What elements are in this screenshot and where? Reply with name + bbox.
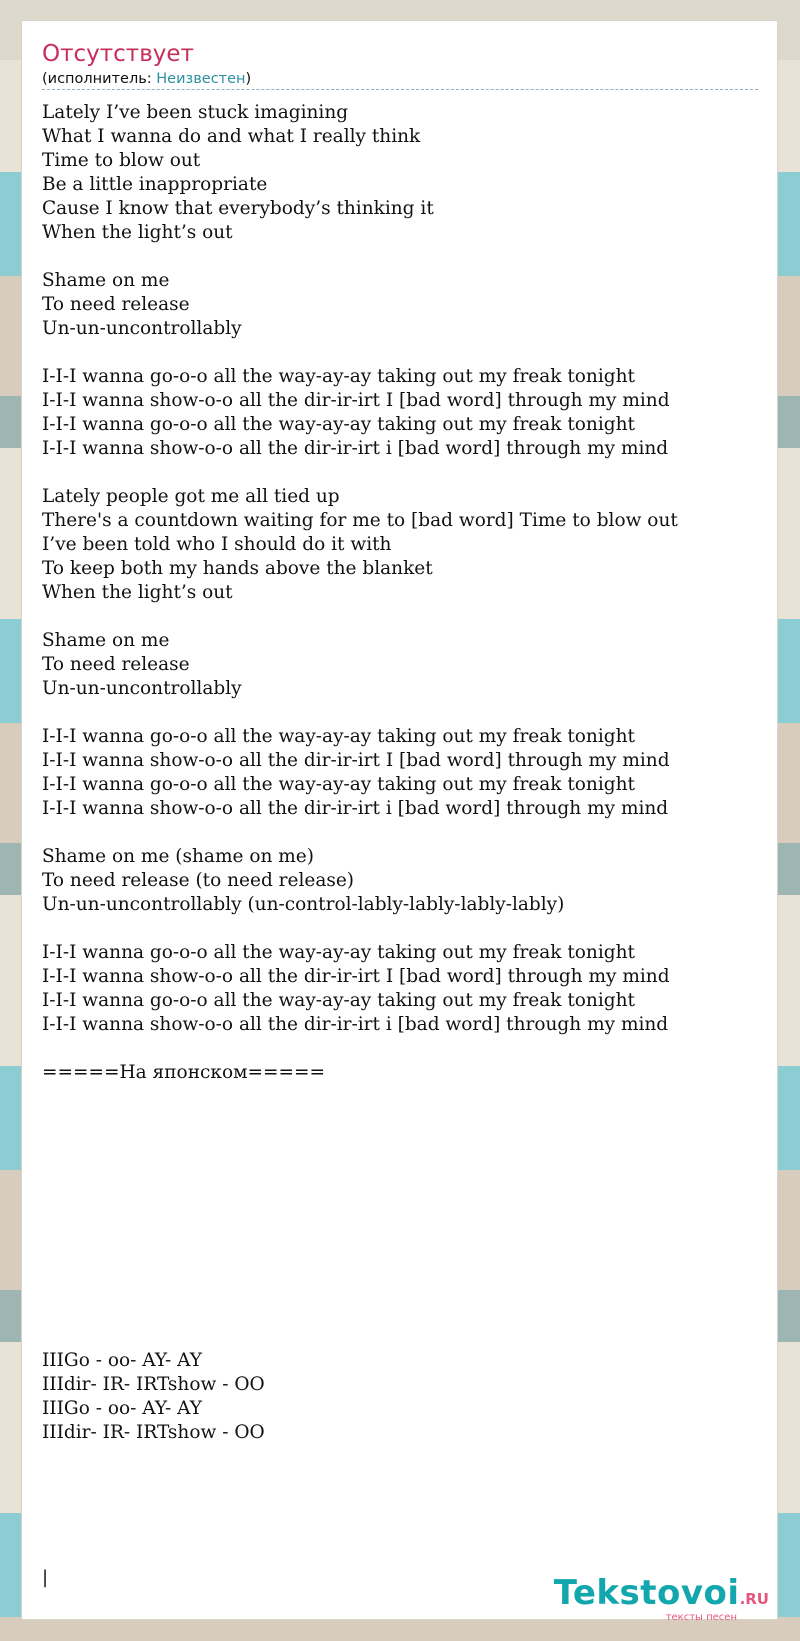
lyrics-card xyxy=(21,20,778,1623)
lyric-line: When the light’s out xyxy=(42,582,233,603)
lyric-line: Lately people got me all tied up xyxy=(42,486,340,507)
lyric-line: IIIdir- IR- IRTshow - OO xyxy=(42,1374,265,1395)
lyric-line: I’ve been told who I should do it with xyxy=(42,534,392,555)
lyric-line: Shame on me xyxy=(42,270,170,291)
lyric-line: Un-un-uncontrollably xyxy=(42,678,242,699)
lyric-blank xyxy=(42,461,758,485)
lyric-blank xyxy=(42,821,758,845)
lyric-line: To need release xyxy=(42,294,190,315)
lyric-line: Be a little inappropriate xyxy=(42,174,268,195)
text-cursor: | xyxy=(42,1567,49,1588)
lyric-line: I-I-I wanna show-o-o all the dir-ir-irt i [bad word] through my mind xyxy=(42,1014,669,1035)
lyric-line: To need release (to need release) xyxy=(42,870,355,891)
lyric-line: I-I-I wanna show-o-o all the dir-ir-irt I [bad word] through my mind xyxy=(42,390,670,411)
artist-prefix: (исполнитель: xyxy=(42,71,157,87)
lyric-line: When the light’s out xyxy=(42,222,233,243)
song-title: Отсутствует xyxy=(42,41,194,67)
lyric-line: Cause I know that everybody’s thinking it xyxy=(42,198,434,219)
lyric-blank xyxy=(42,1133,758,1157)
lyric-blank xyxy=(42,1109,758,1133)
title-divider xyxy=(42,89,758,90)
lyric-line: Shame on me xyxy=(42,630,170,651)
lyric-line: Lately I’ve been stuck imagining xyxy=(42,102,349,123)
lyric-line: I-I-I wanna show-o-o all the dir-ir-irt I [bad word] through my mind xyxy=(42,966,670,987)
site-logo[interactable] xyxy=(553,1573,769,1623)
lyric-line: Un-un-uncontrollably xyxy=(42,318,242,339)
lyric-line: I-I-I wanna show-o-o all the dir-ir-irt i [bad word] through my mind xyxy=(42,798,669,819)
lyric-line: IIIdir- IR- IRTshow - OO xyxy=(42,1422,265,1443)
lyric-blank xyxy=(42,1037,758,1061)
lyric-blank xyxy=(42,245,758,269)
lyric-blank xyxy=(42,341,758,365)
lyric-line: =====На японском===== xyxy=(42,1062,325,1083)
lyric-blank xyxy=(42,917,758,941)
artist-suffix: ) xyxy=(245,71,252,87)
lyric-line: I-I-I wanna go-o-o all the way-ay-ay taking out my freak tonight xyxy=(42,366,635,387)
lyric-line: I-I-I wanna show-o-o all the dir-ir-irt I [bad word] through my mind xyxy=(42,750,670,771)
logo-tld: .RU xyxy=(739,1590,769,1608)
lyric-blank xyxy=(42,1229,758,1253)
lyric-line: Un-un-uncontrollably (un-control-lably-lably-lably-lably) xyxy=(42,894,565,915)
lyric-line: I-I-I wanna go-o-o all the way-ay-ay taking out my freak tonight xyxy=(42,414,635,435)
lyric-blank xyxy=(42,1277,758,1301)
lyric-line: IIIGo - oo- AY- AY xyxy=(42,1350,203,1371)
lyric-blank xyxy=(42,1085,758,1109)
lyric-blank xyxy=(42,1181,758,1205)
lyric-line: I-I-I wanna go-o-o all the way-ay-ay taking out my freak tonight xyxy=(42,990,635,1011)
lyric-blank xyxy=(42,701,758,725)
lyric-blank xyxy=(42,1157,758,1181)
lyric-blank xyxy=(42,1253,758,1277)
artist-link[interactable]: Неизвестен xyxy=(156,71,246,87)
lyric-line: I-I-I wanna go-o-o all the way-ay-ay taking out my freak tonight xyxy=(42,942,635,963)
logo-tagline: тексты песен xyxy=(665,1612,737,1623)
lyric-line: I-I-I wanna show-o-o all the dir-ir-irt i [bad word] through my mind xyxy=(42,438,669,459)
lyric-line: What I wanna do and what I really think xyxy=(42,126,421,147)
lyric-line: There's a countdown waiting for me to [bad word] Time to blow out xyxy=(42,510,678,531)
lyric-line: IIIGo - oo- AY- AY xyxy=(42,1398,203,1419)
artist-line xyxy=(42,69,251,89)
lyrics-text xyxy=(42,101,758,1445)
lyric-blank xyxy=(42,605,758,629)
lyric-line: To need release xyxy=(42,654,190,675)
lyric-line: Shame on me (shame on me) xyxy=(42,846,314,867)
lyric-line: Time to blow out xyxy=(42,150,201,171)
logo-wordmark: Tekstovoi xyxy=(553,1573,740,1613)
lyric-blank xyxy=(42,1325,758,1349)
lyric-blank xyxy=(42,1205,758,1229)
lyric-line: I-I-I wanna go-o-o all the way-ay-ay taking out my freak tonight xyxy=(42,726,635,747)
lyric-line: I-I-I wanna go-o-o all the way-ay-ay taking out my freak tonight xyxy=(42,774,635,795)
lyric-blank xyxy=(42,1301,758,1325)
lyric-line: To keep both my hands above the blanket xyxy=(42,558,433,579)
